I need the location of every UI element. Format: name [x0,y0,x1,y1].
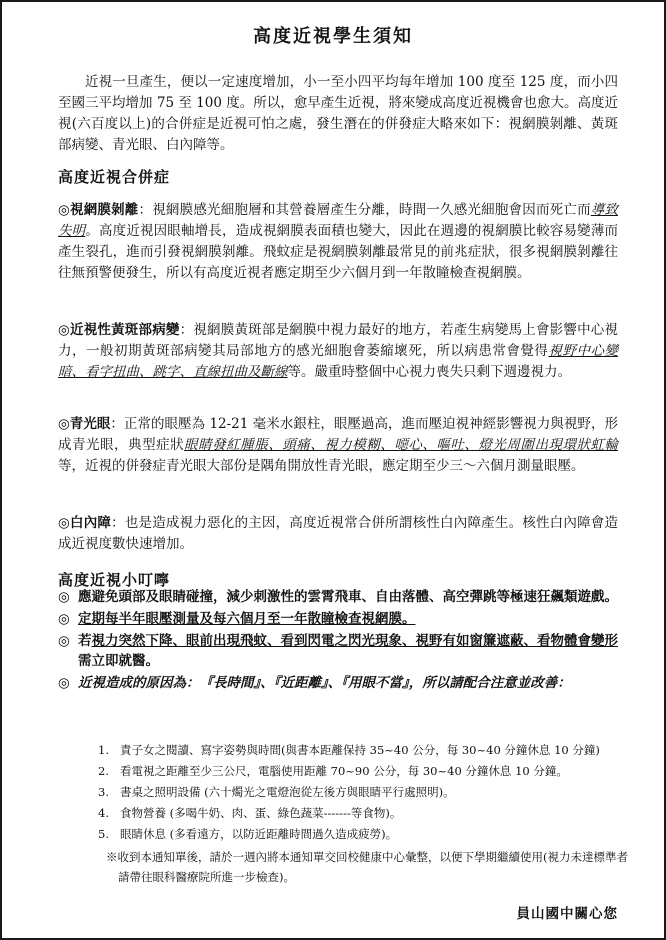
item-number: 2. [98,764,109,778]
bullet-icon: ◎ [58,675,70,691]
reminder-text-pre: 若 [78,633,92,649]
improvement-item [98,761,628,782]
glaucoma-highlight: 眼睛發紅腫脹、頭痛、視力模糊、噁心、嘔吐、燈光周圍出現環狀虹輪 [184,437,619,453]
improvement-list [98,740,628,845]
retina-paragraph [58,200,618,284]
item-text: 眼睛休息 (多看遠方，以防近距離時間過久造成疲勞)。 [120,827,398,841]
reminders-heading: 高度近視小叮嚀 [58,571,171,589]
glaucoma-paragraph [58,414,618,477]
retina-highlight: 導致失明 [58,202,619,239]
reminder-text-post: 需立即就醫。 [78,653,159,669]
bullet-icon: ◎ [58,633,70,649]
cataract-term: ◎白內障 [58,515,112,531]
macula-term: ◎近視性黃斑部病變 [58,322,180,338]
retina-text-pre: ：視網膜感光細胞層和其營養層產生分離，時間一久感光細胞會因而死亡而 [138,202,591,218]
reminder-item [58,673,620,693]
improvement-item [98,803,628,824]
glaucoma-text-post: 等，近視的併發症青光眼大部份是隅角開放性青光眼，應定期至少三～六個月測量眼壓。 [58,458,585,474]
item-number: 3. [98,785,109,799]
improvement-item [98,782,628,803]
item-text: 食物營養 (多喝牛奶、肉、蛋、綠色蔬菜-------等食物)。 [120,806,402,820]
bullet-icon: ◎ [58,589,70,605]
cataract-text: ：也是造成視力惡化的主因，高度近視常合併所謂核性白內障產生。核性白內障會造成近視度數快速增加。 [58,515,619,552]
reminder-text: 應避免頭部及眼睛碰撞，減少刺激性的雲霄飛車、自由落體、高空彈跳等極速狂飆類遊戲。 [78,589,618,605]
reminder-list [58,587,620,695]
complications-heading: 高度近視合併症 [58,168,171,186]
item-text: 看電視之距離至少三公尺，電腦使用距離 70~90 公分，每 30~40 分鐘休息 10 分鐘。 [120,764,568,778]
page-title: 高度近視學生須知 [253,26,413,47]
improvement-item [98,824,628,845]
school-signature: 員山國中關心您 [516,906,618,922]
glaucoma-term: ◎青光眼 [58,416,111,432]
macula-text-post: 等。嚴重時整個中心視力喪失只剩下週邊視力。 [287,364,571,380]
macula-paragraph [58,320,618,383]
bullet-icon: ◎ [58,611,70,627]
improvement-item [98,740,628,761]
item-number: 1. [98,743,109,757]
item-text: 書桌之照明設備 (六十燭光之電燈泡從左後方與眼睛平行處照明)。 [120,785,455,799]
item-number: 5. [98,827,109,841]
reminder-text: 定期每半年眼壓測量及每六個月至一年散瞳檢查視網膜。 [78,611,416,627]
intro-paragraph: 近視一旦產生，便以一定速度增加，小一至小四平均每年增加 100 度至 125 度，而小四至國三平均增加 75 至 100 度。所以，愈早產生近視，將來變成高度近視機會也愈大。高度近視(六百度以上)的合併症是近視可怕之處，發生潛在的併發症大略來如下：視網膜剝離、黃斑部病變、青光眼、白內障等。 [58,74,618,153]
macula-text-pre: ：視網膜黃斑部是網膜中視力最好的地方，若產生病變馬上會影響中心視力，一般初期黃斑部病變其局部地方的感光細胞會萎縮壞死，所以病患常會覺得 [58,322,619,359]
reminder-item [58,587,620,607]
reminder-text: 近視造成的原因為：『長時間』、『近距離』、『用眼不當』，所以請配合注意並改善： [78,675,571,691]
reminder-item [58,631,620,671]
item-text: 責子女之閱讀、寫字姿勢與時間(與書本距離保持 35~40 公分，每 30~40 分鐘休息 10 分鐘) [120,743,600,757]
retina-text-post: 。高度近視因眼軸增長，造成視網膜表面積也變大，因此在週邊的視網膜比較容易變薄而產生裂孔，進而引發視網膜剝離。飛蚊症是視網膜剝離最常見的前兆症狀，很多視網膜剝離往往無預警便發生，所以有高度近視者應定期至少六個月到一年散瞳檢查視網膜。 [58,223,619,281]
return-note: ※收到本通知單後，請於一週內將本通知單交回校健康中心彙整，以便下學期繼續使用(視力未達標準者請帶往眼科醫療院所進一步檢查)。 [106,850,628,884]
glaucoma-text-pre: ：正常的眼壓為 12-21 毫米水銀柱，眼壓過高，進而壓迫視神經影響視力與視野，形成青光眼，典型症狀 [58,416,618,453]
cataract-paragraph [58,513,618,555]
item-number: 4. [98,806,109,820]
reminder-highlight: 視力突然下降、眼前出現飛蚊、看到閃電之閃光現象、視野有如窗簾遮蔽、看物體會變形 [91,633,618,649]
reminder-item [58,609,620,629]
retina-term: ◎視網膜剝離 [58,202,139,218]
macula-highlight: 視野中心變暗、看字扭曲、跳字、直線扭曲及斷線 [58,343,619,380]
